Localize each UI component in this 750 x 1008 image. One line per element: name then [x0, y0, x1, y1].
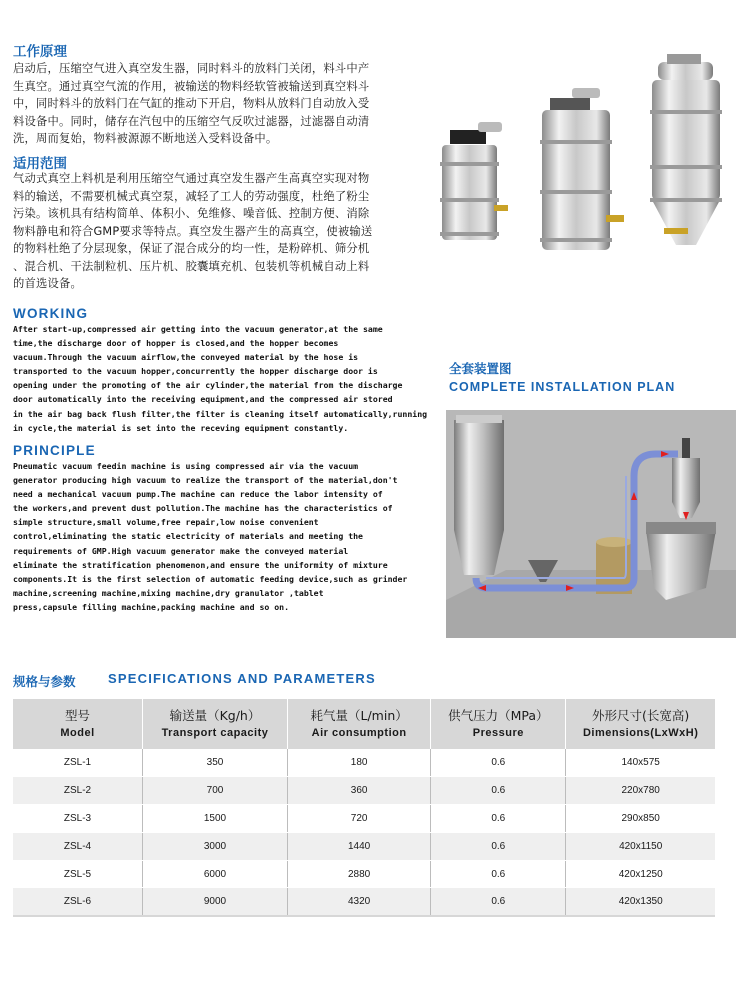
text-line: Pneumatic vacuum feedin machine is using compressed air via the vacuum: [13, 461, 359, 471]
principle-en-text: [13, 459, 433, 614]
text-line: After start-up,compressed air getting into the vacuum generator,at the same: [13, 324, 383, 334]
specifications-table: [13, 699, 715, 917]
column-header-air: 耗气量（L/min） Air consumption: [288, 699, 431, 749]
specs-title-cn: 规格与参数: [13, 674, 76, 689]
working-cn-text: [13, 60, 423, 148]
column-header-dimensions: 外形尺寸(长宽高) Dimensions(LxWxH): [566, 699, 715, 749]
table-row: ZSL-2 700 360 0.6 220x780: [13, 776, 715, 804]
text-line: control,eliminating the static electricity of materials and meeting the: [13, 531, 363, 542]
specs-title-en: SPECIFICATIONS AND PARAMETERS: [108, 671, 376, 686]
column-header-model: 型号 Model: [13, 699, 142, 749]
working-en-text: [13, 322, 433, 435]
text-line: opening under the promoting of the air cylinder,the material from the discharge: [13, 380, 403, 391]
text-line: requirements of GMP.High vacuum generator make the conveyed material: [13, 545, 349, 556]
working-en-title: WORKING: [13, 306, 89, 321]
installation-title-en: COMPLETE INSTALLATION PLAN: [449, 380, 676, 394]
text-line: in cycle,the material is set into the receving equipment constantly.: [13, 422, 349, 433]
text-line: 的物料杜绝了分层现象，保证了混合成分的均一性，是粉碎机、筛分机: [13, 242, 370, 255]
text-line: machine,screening machine,mixing machine,dry granulator ,tablet: [13, 587, 324, 598]
application-cn-text: [13, 170, 423, 293]
text-line: transported to the vacuum hopper,concurrently the hopper discharge door is: [13, 366, 378, 377]
working-cn-title: 工作原理: [13, 44, 67, 60]
text-line: door automatically into the receiving equipment,and the compressed air stored: [13, 394, 393, 405]
text-line: 料设备中。同时，储存在汽包中的压缩空气反吹过滤器，过滤器自动清: [13, 114, 370, 128]
table-row: ZSL-4 3000 1440 0.6 420x1150: [13, 832, 715, 860]
text-line: 启动后，压缩空气进入真空发生器，同时料斗的放料门关闭，料斗中产: [13, 62, 370, 75]
vacuum-feeders-photo: [432, 40, 732, 260]
text-line: vacuum.Through the vacuum airflow,the conveyed material by the hose is: [13, 352, 359, 363]
table-row: ZSL-3 1500 720 0.6 290x850: [13, 804, 715, 832]
text-line: simple structure,small volume,free repair,low noise convenient: [13, 517, 319, 528]
text-line: press,capsule filling machine,packing machine and so on.: [13, 601, 290, 612]
text-line: in the air bag back flush filter,the filter is cleaning itself automatically,running: [13, 408, 428, 419]
text-line: generator producing high vacuum to realize the transport of the material,don't: [13, 475, 398, 486]
table-row: ZSL-1 350 180 0.6 140x575: [13, 749, 715, 776]
installation-plan-diagram: [446, 410, 736, 638]
text-line: the workers,and prevent dust pollution.The machine has the characteristics of: [13, 503, 393, 514]
installation-title-cn: 全套装置图: [449, 361, 512, 376]
text-line: 物料静电和符合GMP要求等特点。真空发生器产生的高真空，使被输送: [13, 224, 373, 238]
table-row: ZSL-6 9000 4320 0.6 420x1350: [13, 888, 715, 916]
text-line: components.It is the first selection of automatic feeding device,such as grinder: [13, 573, 408, 584]
table-header-row: [13, 699, 715, 749]
application-cn-title: 适用范围: [13, 156, 67, 172]
text-line: 气动式真空上料机是利用压缩空气通过真空发生器产生高真空实现对物: [13, 172, 370, 185]
text-line: 料的输送，不需要机械式真空泵，减轻了工人的劳动强度，杜绝了粉尘: [13, 189, 370, 203]
text-line: time,the discharge door of hopper is closed,and the hopper becomes: [13, 338, 339, 349]
text-line: 中，同时料斗的放料门在气缸的推动下开启，物料从放料门自动放入受: [13, 97, 370, 110]
text-line: 的首选设备。: [13, 277, 82, 290]
column-header-pressure: 供气压力（MPa） Pressure: [431, 699, 566, 749]
principle-en-title: PRINCIPLE: [13, 443, 96, 458]
text-line: 污染。该机具有结构简单、体积小、免维修、噪音低、控制方便、消除: [13, 207, 370, 220]
text-line: 、混合机、干法制粒机、压片机、胶囊填充机、包装机等机械自动上料: [13, 259, 370, 273]
text-line: eliminate the stratification phenomenon,and ensure the uniformity of mixture: [13, 559, 388, 570]
text-line: need a mechanical vacuum pump.The machine can reduce the labor intensity of: [13, 489, 383, 500]
table-row: ZSL-5 6000 2880 0.6 420x1250: [13, 860, 715, 888]
text-line: 洗，周而复始，物料被源源不断地送入受料设备中。: [13, 132, 278, 145]
column-header-transport: 输送量（Kg/h） Transport capacity: [142, 699, 287, 749]
text-line: 生真空。通过真空气流的作用，被输送的物料经软管被输送到真空料斗: [13, 79, 370, 93]
